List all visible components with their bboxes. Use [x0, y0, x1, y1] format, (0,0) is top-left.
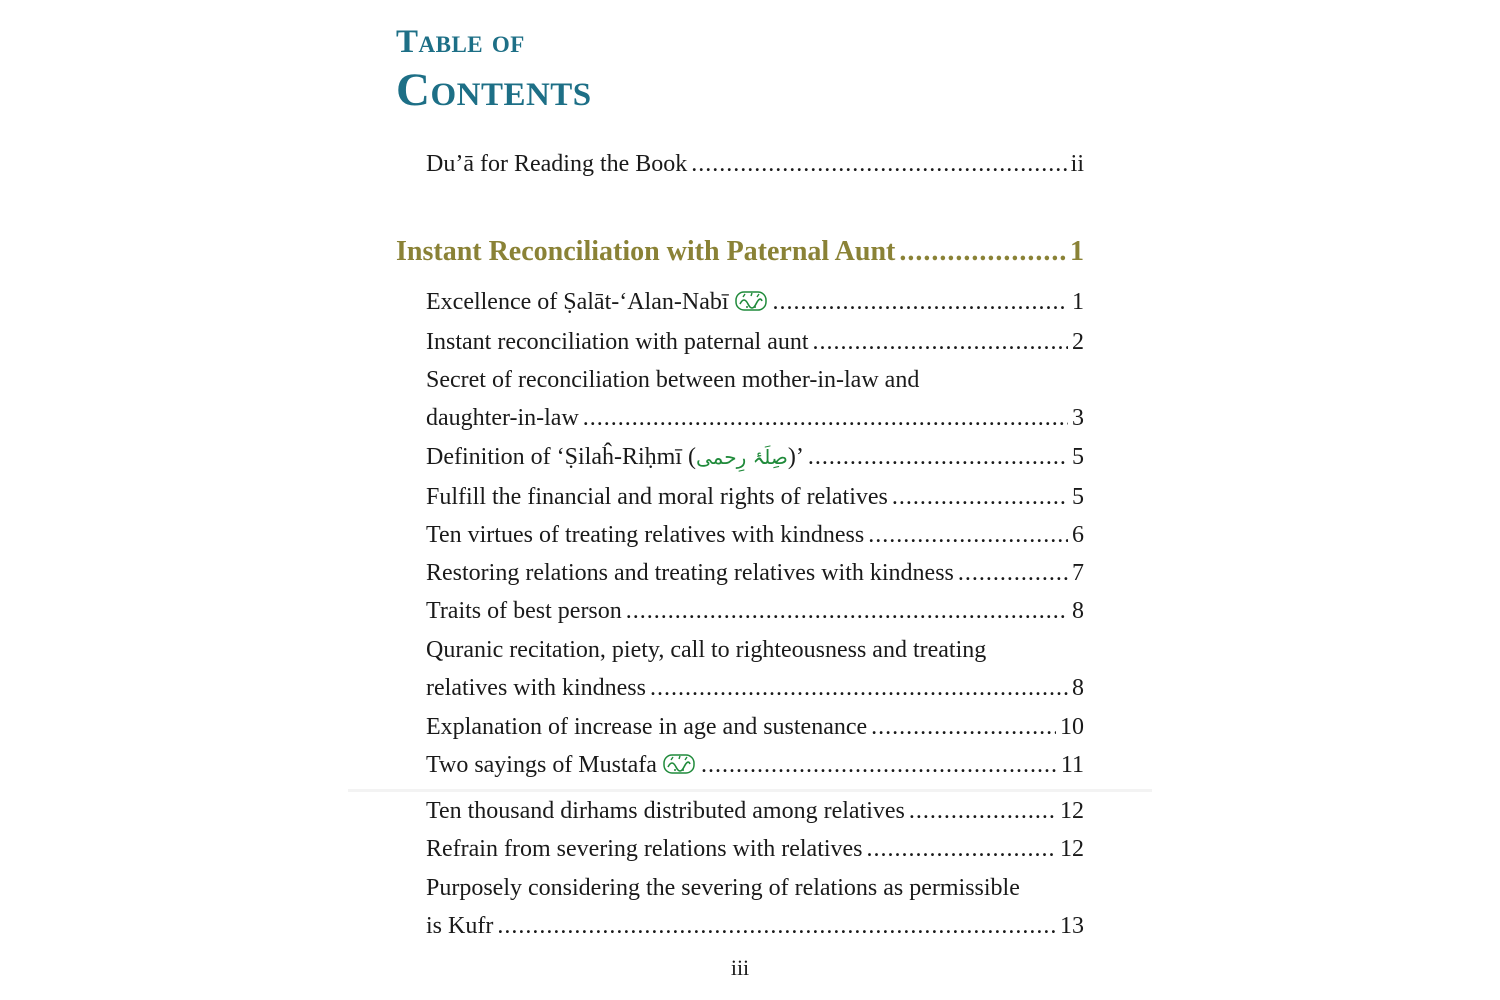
toc-heading-line2: Contents — [396, 64, 592, 116]
toc-entry-title-text: Two sayings of Mustafa — [426, 752, 657, 778]
toc-entry[interactable] — [426, 711, 1084, 743]
dot-leader — [909, 795, 1056, 827]
toc-entry-page: 5 — [1072, 484, 1084, 510]
toc-entry-page: 12 — [1060, 836, 1084, 862]
toc-entry[interactable] — [426, 672, 1084, 704]
toc-entry-page: ii — [1070, 151, 1084, 177]
toc-entry-title: Restoring relations and treating relatives with kindness — [426, 560, 954, 586]
dot-leader — [813, 326, 1068, 358]
toc-entry-title: Fulfill the financial and moral rights of relatives — [426, 484, 888, 510]
dot-leader — [871, 711, 1056, 743]
dot-leader — [892, 481, 1068, 513]
dot-leader — [626, 595, 1068, 627]
toc-entry-title: relatives with kindness — [426, 675, 646, 701]
toc-entry[interactable] — [426, 749, 1084, 781]
toc-section-title: Instant Reconciliation with Paternal Aunt — [396, 236, 896, 267]
dot-leader — [868, 519, 1068, 551]
toc-entry-page: 10 — [1060, 714, 1084, 740]
toc-entry[interactable] — [426, 910, 1084, 942]
toc-entry-title: Ten thousand dirhams distributed among relatives — [426, 798, 905, 824]
toc-entry-title — [426, 749, 697, 781]
toc-entry-page: 6 — [1072, 522, 1084, 548]
toc-heading — [396, 26, 592, 114]
toc-entry-page: 13 — [1060, 913, 1084, 939]
toc-entry-preface[interactable] — [426, 148, 1084, 180]
page-number: iii — [730, 955, 750, 980]
dot-leader — [808, 441, 1068, 473]
dot-leader — [867, 833, 1056, 865]
dot-leader — [899, 234, 1066, 270]
toc-entry-title: Explanation of increase in age and sustenance — [426, 714, 868, 740]
toc-entry-title: daughter-in-law — [426, 405, 579, 431]
toc-entry-title: Instant reconciliation with paternal aunt — [426, 329, 809, 355]
toc-entry[interactable] — [426, 519, 1084, 551]
toc-entry-page: 5 — [1072, 444, 1084, 470]
toc-entry[interactable] — [426, 833, 1084, 865]
toc-entry-title: Du’ā for Reading the Book — [426, 151, 688, 177]
toc-entry-page: 8 — [1072, 675, 1084, 701]
toc-entry[interactable] — [426, 795, 1084, 827]
toc-entry-page: 12 — [1060, 798, 1084, 824]
toc-entry-title-line1[interactable]: Secret of reconciliation between mother-in-law and — [426, 367, 920, 393]
toc-entry[interactable] — [426, 286, 1084, 318]
dot-leader — [701, 749, 1057, 781]
toc-entry-title-text: Excellence of Ṣalāt-‘Alan-Nabī — [426, 289, 729, 315]
dot-leader — [691, 148, 1066, 180]
toc-entry-title-line1[interactable]: Purposely considering the severing of relations as permissible — [426, 875, 1020, 901]
toc-entry-title-text: Definition of ‘Ṣilaĥ-Riḥmī ( — [426, 444, 696, 470]
dot-leader — [650, 672, 1068, 704]
toc-entry[interactable] — [426, 557, 1084, 589]
toc-entry-title — [426, 441, 804, 473]
toc-entry[interactable] — [426, 595, 1084, 627]
toc-entry-title: Refrain from severing relations with relatives — [426, 836, 863, 862]
toc-entry[interactable] — [426, 481, 1084, 513]
arabic-term: صِلَۂ رِحمی — [695, 445, 788, 469]
toc-section-heading[interactable] — [396, 234, 1084, 270]
honorific-calligraphy-icon — [735, 289, 767, 313]
toc-entry-title-end: )’ — [787, 444, 804, 470]
dot-leader — [773, 286, 1068, 318]
honorific-calligraphy-icon — [663, 752, 695, 776]
dot-leader — [958, 557, 1068, 589]
dot-leader — [497, 910, 1056, 942]
toc-entry-page: 11 — [1060, 752, 1084, 778]
toc-entry-page: 1 — [1072, 289, 1084, 315]
toc-entry-page: 8 — [1072, 598, 1084, 624]
divider — [348, 789, 1152, 792]
dot-leader — [583, 402, 1068, 434]
toc-entry[interactable] — [426, 402, 1084, 434]
toc-entry[interactable] — [426, 441, 1084, 473]
toc-heading-line1: Table of — [396, 24, 525, 60]
toc-entry-title: Traits of best person — [426, 598, 622, 624]
toc-entry-title: Ten virtues of treating relatives with kindness — [426, 522, 865, 548]
toc-entry-page: 7 — [1072, 560, 1084, 586]
toc-section-page: 1 — [1070, 236, 1084, 267]
toc-entry[interactable] — [426, 326, 1084, 358]
toc-entry-title: is Kufr — [426, 913, 494, 939]
toc-entry-title — [426, 286, 769, 318]
toc-entry-page: 3 — [1072, 405, 1084, 431]
toc-entry-title-line1[interactable]: Quranic recitation, piety, call to righteousness and treating — [426, 637, 987, 663]
toc-entry-page: 2 — [1072, 329, 1084, 355]
